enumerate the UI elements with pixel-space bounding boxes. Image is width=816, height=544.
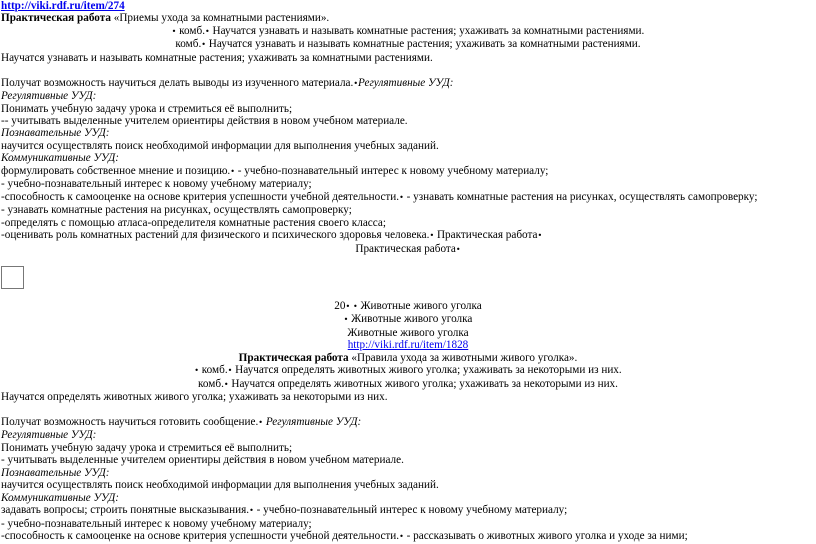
subject-item: -оценивать роль комнатных растений для физического и психического здоровья человека. (1, 229, 430, 242)
practical-work-text: Практическая работа (434, 229, 538, 242)
opportunity-text: Получат возможность научиться делать выводы из изученного материала. (1, 76, 354, 89)
regulative-item: Понимать учебную задачу урока и стремиться её выполнить; (1, 441, 293, 454)
communicative-label: Коммуникативные УУД: (1, 491, 119, 504)
bullet-icon: • (429, 231, 435, 241)
personal-item: - учебно-познавательный интерес к новому учебному материалу; (234, 164, 549, 177)
cognitive-label: Познавательные УУД: (1, 127, 110, 140)
bullet-icon: • (227, 366, 233, 376)
bullet-icon: • (399, 532, 404, 542)
image-placeholder (1, 266, 24, 289)
practical-work-label: Практическая работа (1, 12, 111, 25)
opportunity-text: Получат возможность научиться готовить сообщение. (1, 416, 259, 429)
bullet-icon: • (399, 192, 404, 202)
regulative-item: - учитывать выделенные учителем ориентиры действия в новом учебном материале. (1, 454, 404, 467)
communicative-item: формулировать собственное мнение и позицию. (1, 164, 231, 177)
personal-item: -способность к самооценке на основе критерия успешности учебной деятельности. (1, 530, 400, 543)
lesson-heading: Животные живого уголка (347, 326, 469, 339)
bullet-icon: • (353, 78, 359, 88)
bullet-icon: • (171, 26, 177, 36)
bullet-icon: • (455, 244, 461, 254)
goal-text: Научатся определять животных живого уголка; ухаживать за некоторыми из них. (232, 364, 622, 377)
bullet-icon: • (223, 379, 229, 389)
personal-item: -способность к самооценке на основе критерия успешности учебной деятельности. (1, 190, 400, 203)
bullet-icon: • (352, 302, 358, 311)
bullet-icon: • (249, 506, 254, 516)
link-item-274[interactable]: http://viki.rdf.ru/item/274 (1, 0, 125, 12)
personal-item: - учебно-познавательный интерес к новому учебному материалу; (1, 517, 312, 530)
personal-item: - учебно-познавательный интерес к новому учебному материалу; (1, 178, 312, 191)
link-item-1828[interactable]: http://viki.rdf.ru/item/1828 (347, 339, 469, 352)
komb-label: комб. (198, 377, 224, 390)
subject-item: - узнавать комнатные растения на рисунках, осуществлять самопроверку; (403, 190, 758, 203)
practical-work-title: «Приемы ухода за комнатными растениями». (110, 12, 330, 25)
cognitive-label: Познавательные УУД: (1, 466, 110, 479)
regulative-label: Регулятивные УУД: (1, 90, 97, 103)
regulative-label: Регулятивные УУД: (358, 76, 454, 89)
practical-work-label: Практическая работа (238, 351, 349, 364)
subject-item: -определять с помощью атласа-определителя комнатные растения своего класса; (1, 216, 386, 229)
learn-text: Научатся узнавать и называть комнатные растения; ухаживать за комнатными растениями. (1, 51, 433, 64)
goal-text: Научатся узнавать и называть комнатные растения; ухаживать за комнатными растениями. (205, 38, 641, 51)
personal-item: - учебно-познавательный интерес к новому учебному материалу; (253, 504, 568, 517)
subject-item: - рассказывать о животных живого уголка и уходе за ними; (403, 530, 688, 543)
regulative-label: Регулятивные УУД: (1, 429, 97, 442)
bullet-icon: • (230, 166, 235, 176)
practical-work-title: «Правила ухода за животными живого уголка». (348, 351, 578, 364)
bullet-icon: • (205, 26, 210, 36)
komb-label: комб. (176, 24, 205, 37)
komb-label: комб. (199, 364, 228, 377)
goal-text: Научатся узнавать и называть комнатные растения; ухаживать за комнатными растениями. (209, 24, 645, 37)
lesson-number: 20 (334, 300, 346, 312)
bullet-icon: • (201, 40, 206, 50)
bullet-icon: • (345, 302, 351, 311)
regulative-label: Регулятивные УУД: (265, 416, 362, 429)
bullet-icon: • (343, 315, 349, 325)
regulative-item: -- учитывать выделенные учителем ориентиры действия в новом учебном материале. (1, 115, 408, 128)
communicative-item: задавать вопросы; строить понятные высказывания. (1, 504, 250, 517)
communicative-label: Коммуникативные УУД: (1, 152, 119, 165)
practical-work-text: Практическая работа (355, 242, 456, 255)
lesson-heading: Животные живого уголка (348, 313, 473, 326)
goal-text: Научатся определять животных живого уголка; ухаживать за некоторыми из них. (228, 377, 618, 390)
subject-item: - узнавать комнатные растения на рисунках, осуществлять самопроверку; (1, 204, 352, 217)
komb-label: комб. (175, 38, 202, 51)
bullet-icon: • (258, 418, 264, 428)
lesson-heading: Животные живого уголка (357, 300, 482, 312)
bullet-icon: • (194, 366, 199, 376)
cognitive-item: научится осуществлять поиск необходимой информации для выполнения учебных заданий. (1, 139, 439, 152)
bullet-icon: • (537, 231, 543, 241)
cognitive-item: научится осуществлять поиск необходимой информации для выполнения учебных заданий. (1, 479, 439, 492)
learn-text: Научатся определять животных живого уголка; ухаживать за некоторыми из них. (1, 391, 388, 404)
regulative-item: Понимать учебную задачу урока и стремиться её выполнить; (1, 102, 293, 115)
